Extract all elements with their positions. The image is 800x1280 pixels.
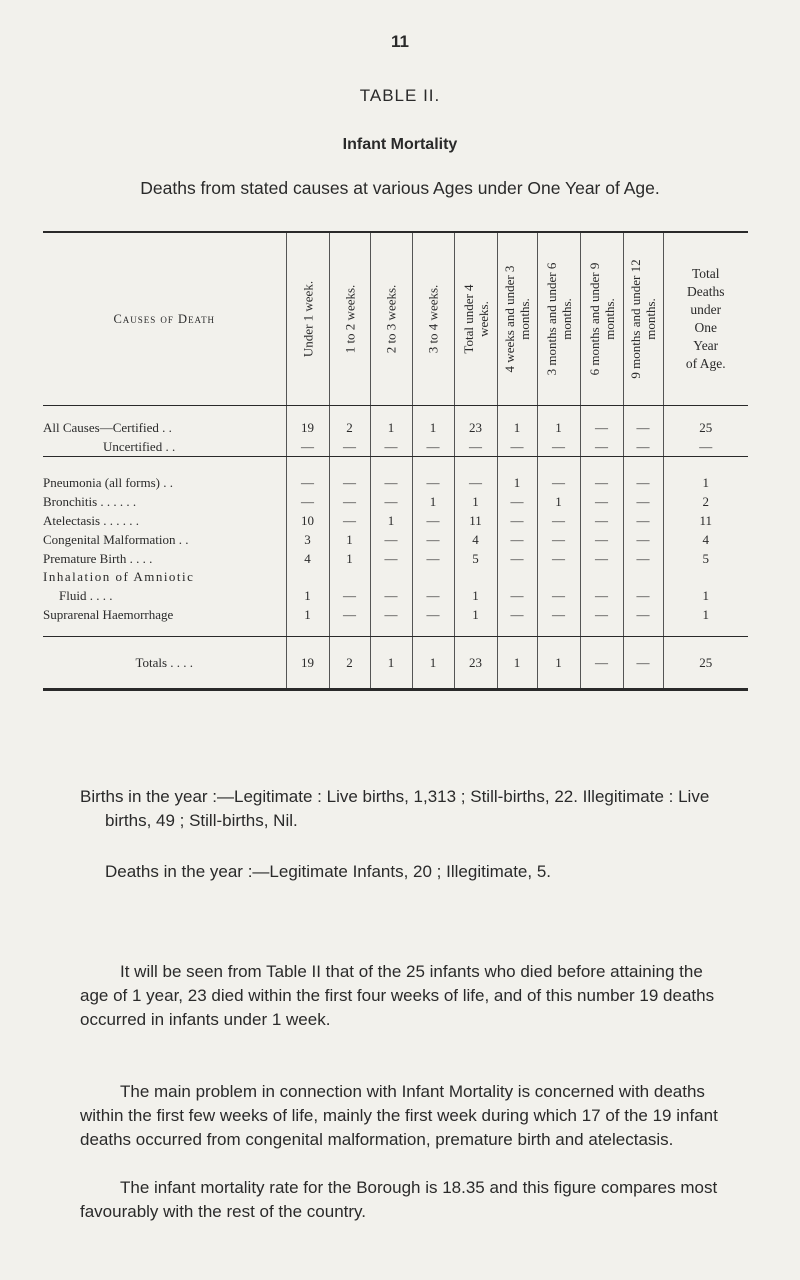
cell: 1 bbox=[497, 418, 537, 437]
body-paragraph: It will be seen from Table II that of the 25 infants who died before attaining the age of 1 year, 23 died within the first four weeks of life, and of this number 19 deaths occurred in infants under 1 week. bbox=[80, 962, 715, 1029]
cell: 1 bbox=[412, 418, 454, 437]
cell bbox=[580, 568, 623, 586]
cell: — bbox=[286, 437, 329, 457]
cell: — bbox=[497, 530, 537, 549]
cell: 1 bbox=[370, 511, 412, 530]
cell: 1 bbox=[497, 473, 537, 492]
total-header: Total Deaths under One Year of Age. bbox=[663, 232, 748, 406]
cell: — bbox=[537, 605, 580, 624]
cell bbox=[329, 568, 370, 586]
cell: — bbox=[454, 437, 497, 457]
cell: 19 bbox=[286, 418, 329, 437]
cell: — bbox=[329, 473, 370, 492]
cell: 1 bbox=[329, 530, 370, 549]
page-number: 11 bbox=[391, 32, 409, 51]
cell: 5 bbox=[663, 549, 748, 568]
cell: 11 bbox=[663, 511, 748, 530]
cell: — bbox=[412, 437, 454, 457]
cell: — bbox=[329, 605, 370, 624]
cell: 2 bbox=[663, 492, 748, 511]
cell: — bbox=[412, 511, 454, 530]
cell: — bbox=[623, 511, 663, 530]
cell bbox=[497, 568, 537, 586]
row-label: Uncertified . . bbox=[43, 437, 286, 457]
table-row bbox=[43, 511, 748, 530]
cell: 4 bbox=[454, 530, 497, 549]
table-row bbox=[43, 605, 748, 624]
cell: — bbox=[286, 492, 329, 511]
cell: 4 bbox=[286, 549, 329, 568]
cell bbox=[412, 568, 454, 586]
cell: — bbox=[623, 437, 663, 457]
cell: — bbox=[412, 549, 454, 568]
cell: — bbox=[623, 653, 663, 672]
row-label: Inhalation of Amniotic bbox=[43, 569, 195, 584]
cell bbox=[370, 568, 412, 586]
cell: — bbox=[580, 492, 623, 511]
cell: — bbox=[623, 418, 663, 437]
age-header: Total under 4 weeks. bbox=[454, 232, 497, 406]
cell: — bbox=[580, 549, 623, 568]
infant-mortality-table bbox=[43, 231, 748, 691]
cause-header: Causes of Death bbox=[43, 232, 286, 406]
cell bbox=[454, 568, 497, 586]
cell: 1 bbox=[454, 586, 497, 605]
cell: — bbox=[329, 511, 370, 530]
cell: 1 bbox=[663, 586, 748, 605]
cell: 1 bbox=[497, 653, 537, 672]
cell: — bbox=[580, 530, 623, 549]
cell: 1 bbox=[370, 653, 412, 672]
cell bbox=[663, 568, 748, 586]
cell bbox=[537, 568, 580, 586]
table-row bbox=[43, 473, 748, 492]
cell: — bbox=[497, 586, 537, 605]
table-row bbox=[43, 530, 748, 549]
cell bbox=[623, 568, 663, 586]
age-header: 2 to 3 weeks. bbox=[370, 232, 412, 406]
cell: 1 bbox=[286, 605, 329, 624]
age-header: 9 months and under 12 months. bbox=[623, 232, 663, 406]
age-header: 3 to 4 weeks. bbox=[412, 232, 454, 406]
totals-row bbox=[43, 653, 748, 672]
cell: — bbox=[497, 511, 537, 530]
age-header: Under 1 week. bbox=[286, 232, 329, 406]
cell: — bbox=[623, 492, 663, 511]
cell: — bbox=[370, 605, 412, 624]
age-header: 1 to 2 weeks. bbox=[329, 232, 370, 406]
cell: 4 bbox=[663, 530, 748, 549]
deaths-paragraph: Deaths in the year :—Legitimate Infants, 20 ; Illegitimate, 5. bbox=[105, 862, 552, 881]
cell: 5 bbox=[454, 549, 497, 568]
cell: 10 bbox=[286, 511, 329, 530]
cell: — bbox=[623, 605, 663, 624]
cell: 23 bbox=[454, 418, 497, 437]
age-header: 6 months and under 9 months. bbox=[580, 232, 623, 406]
cell: 25 bbox=[663, 653, 748, 672]
cell: 1 bbox=[454, 605, 497, 624]
cell: — bbox=[623, 586, 663, 605]
age-header: 4 weeks and under 3 months. bbox=[497, 232, 537, 406]
cell: — bbox=[412, 530, 454, 549]
cell: 2 bbox=[329, 653, 370, 672]
cell: — bbox=[580, 653, 623, 672]
header-row bbox=[43, 232, 748, 406]
table-caption: Deaths from stated causes at various Ages under One Year of Age. bbox=[140, 178, 660, 198]
cell: — bbox=[370, 530, 412, 549]
cell: 1 bbox=[412, 492, 454, 511]
table-title: TABLE II. bbox=[359, 86, 441, 105]
cell: — bbox=[286, 473, 329, 492]
cell: — bbox=[497, 492, 537, 511]
cell: 11 bbox=[454, 511, 497, 530]
cell: — bbox=[580, 586, 623, 605]
row-label: Suprarenal Haemorrhage bbox=[43, 606, 174, 622]
cell: 1 bbox=[454, 492, 497, 511]
cell: — bbox=[537, 549, 580, 568]
cell: — bbox=[454, 473, 497, 492]
cell: 1 bbox=[329, 549, 370, 568]
cell: — bbox=[537, 437, 580, 457]
row-label: Congenital Malformation . . bbox=[43, 531, 189, 547]
cell: — bbox=[537, 530, 580, 549]
cell: 1 bbox=[663, 605, 748, 624]
cell: — bbox=[370, 492, 412, 511]
cell: — bbox=[580, 437, 623, 457]
cell: — bbox=[370, 586, 412, 605]
cell: — bbox=[537, 586, 580, 605]
cell: — bbox=[412, 586, 454, 605]
cell: — bbox=[412, 473, 454, 492]
cell: — bbox=[663, 437, 748, 457]
body-paragraph: The main problem in connection with Infant Mortality is concerned with deaths within the first few weeks of life, mainly the first week during which 17 of the 19 infant deaths occurred from congenital malformation, premature birth and atelectasis. bbox=[80, 1082, 718, 1149]
row-label: Atelectasis . . . . . . bbox=[43, 512, 140, 528]
cell: 1 bbox=[537, 418, 580, 437]
cell: 1 bbox=[537, 492, 580, 511]
cell: 1 bbox=[370, 418, 412, 437]
row-label: Pneumonia (all forms) . . bbox=[43, 474, 173, 490]
cell: 1 bbox=[412, 653, 454, 672]
table-row bbox=[43, 437, 748, 457]
cell: 19 bbox=[286, 653, 329, 672]
row-label: All Causes—Certified . . bbox=[43, 419, 172, 435]
cell: — bbox=[537, 511, 580, 530]
cell: — bbox=[329, 586, 370, 605]
cell: — bbox=[370, 549, 412, 568]
cell: 1 bbox=[663, 473, 748, 492]
cell: — bbox=[329, 437, 370, 457]
table-row bbox=[43, 568, 748, 586]
cell: — bbox=[623, 473, 663, 492]
age-header: 3 months and under 6 months. bbox=[537, 232, 580, 406]
table-row bbox=[43, 418, 748, 437]
cell: — bbox=[497, 605, 537, 624]
cell: — bbox=[497, 437, 537, 457]
row-label: Totals . . . . bbox=[135, 654, 194, 670]
cell: 2 bbox=[329, 418, 370, 437]
cell bbox=[286, 568, 329, 586]
row-label: Premature Birth . . . . bbox=[43, 550, 153, 566]
cell: 1 bbox=[537, 653, 580, 672]
cell: — bbox=[580, 605, 623, 624]
cell: — bbox=[537, 473, 580, 492]
cell: — bbox=[580, 418, 623, 437]
cell: 3 bbox=[286, 530, 329, 549]
cell: — bbox=[623, 530, 663, 549]
row-label: Fluid . . . . bbox=[59, 587, 113, 603]
subtitle: Infant Mortality bbox=[342, 136, 458, 153]
cell: 25 bbox=[663, 418, 748, 437]
table-row bbox=[43, 492, 748, 511]
cell: 1 bbox=[286, 586, 329, 605]
cell: — bbox=[580, 473, 623, 492]
table-row bbox=[43, 549, 748, 568]
body-paragraph: The infant mortality rate for the Borough is 18.35 and this figure compares most favourably with the rest of the country. bbox=[80, 1178, 718, 1221]
births-paragraph: Births in the year :—Legitimate : Live births, 1,313 ; Still-births, 22. Illegitimate : Live births, 49 ; Still-births, Nil. bbox=[80, 787, 710, 830]
cell: — bbox=[329, 492, 370, 511]
cell: — bbox=[370, 473, 412, 492]
cell: — bbox=[580, 511, 623, 530]
cell: — bbox=[623, 549, 663, 568]
row-label: Bronchitis . . . . . . bbox=[43, 493, 137, 509]
table-row bbox=[43, 586, 748, 605]
cell: 23 bbox=[454, 653, 497, 672]
cell: — bbox=[497, 549, 537, 568]
cell: — bbox=[370, 437, 412, 457]
cell: — bbox=[412, 605, 454, 624]
